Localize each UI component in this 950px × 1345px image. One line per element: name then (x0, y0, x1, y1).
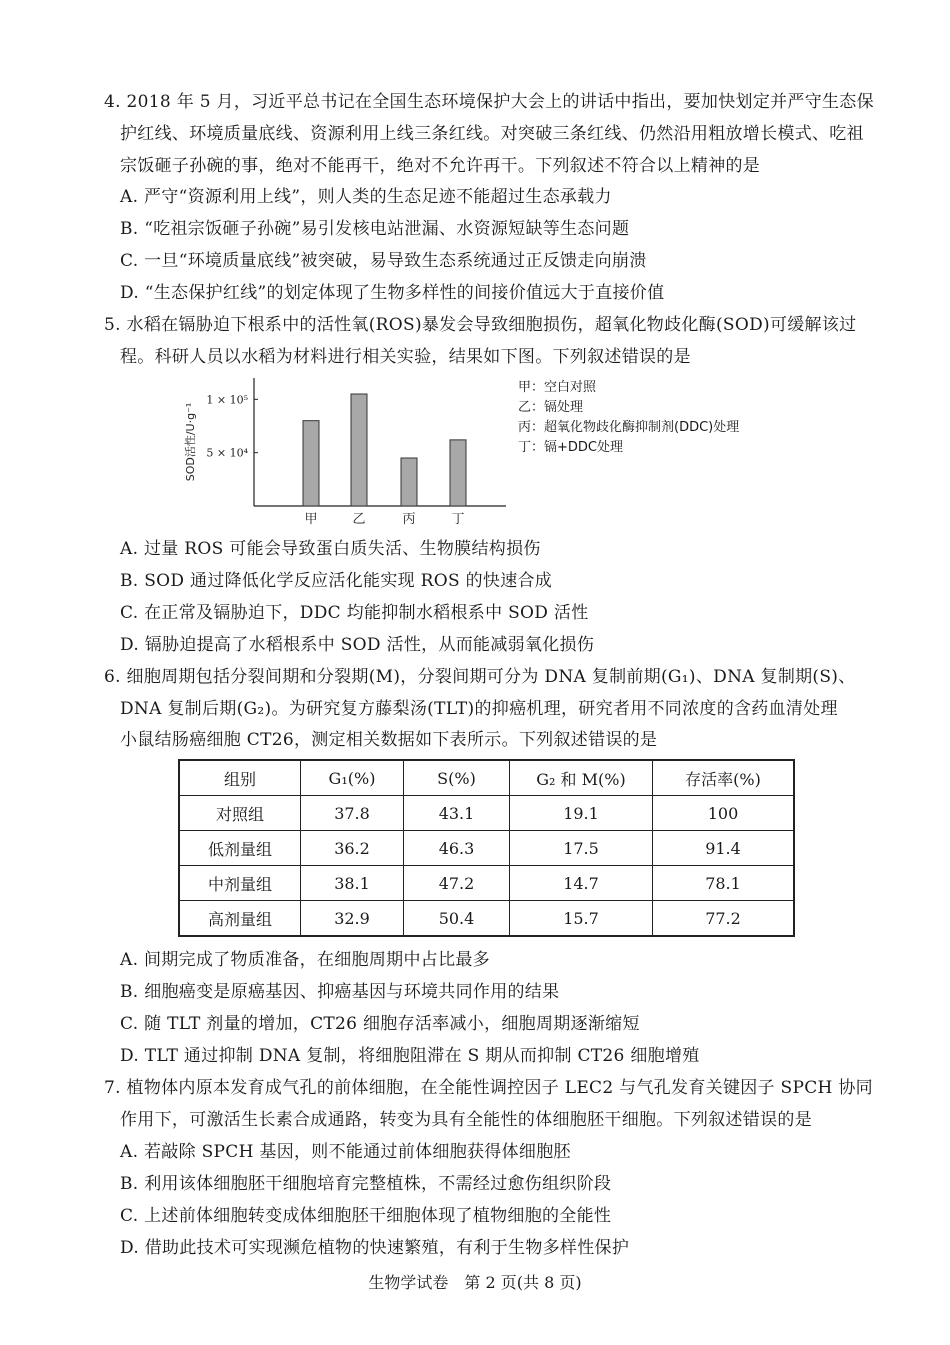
q5-stem-line-1: 5. 水稻在镉胁迫下根系中的活性氧(ROS)暴发会导致细胞损伤，超氧化物歧化酶(SOD)可缓解该过 (104, 315, 857, 335)
q6-stem-line-3: 小鼠结肠癌细胞 CT26，测定相关数据如下表所示。下列叙述错误的是 (120, 730, 658, 750)
table-cell: 19.1 (510, 796, 653, 831)
bar (303, 421, 319, 506)
q5-option-b: B. SOD 通过降低化学反应活化能实现 ROS 的快速合成 (120, 571, 553, 591)
table-cell: 对照组 (179, 796, 301, 831)
table-header: G₂ 和 M(%) (510, 760, 653, 796)
q4-stem-line-2: 护红线、环境质量底线、资源利用上线三条红线。对突破三条红线、仍然沿用粗放增长模式、吃祖 (120, 124, 864, 144)
table-cell: 36.2 (301, 831, 404, 866)
legend-item-ding: 丁：镉+DDC处理 (518, 440, 623, 455)
table-header: 组别 (179, 760, 301, 796)
x-tick-label: 甲 (304, 512, 318, 527)
page-footer: 生物学试卷 第 2 页(共 8 页) (368, 1273, 582, 1292)
y-tick-label: 5 × 10⁴ (206, 446, 248, 460)
q7-stem-line-1: 7. 植物体内原本发育成气孔的前体细胞，在全能性调控因子 LEC2 与气孔发育关键因子 SPCH 协同 (104, 1078, 873, 1098)
q6-stem-line-1: 6. 细胞周期包括分裂间期和分裂期(M)，分裂间期可分为 DNA 复制前期(G₁)、DNA 复制期(S)、 (104, 667, 856, 687)
y-tick-label: 1 × 10⁵ (206, 393, 248, 407)
table-cell: 78.1 (653, 866, 795, 901)
table-cell: 43.1 (404, 796, 510, 831)
table-header: S(%) (404, 760, 510, 796)
q5-option-a: A. 过量 ROS 可能会导致蛋白质失活、生物膜结构损伤 (120, 539, 541, 559)
q4-option-b: B. “吃祖宗饭砸子孙碗”易引发核电站泄漏、水资源短缺等生态问题 (120, 219, 630, 239)
table-header: G₁(%) (301, 760, 404, 796)
q7-stem-line-2: 作用下，可激活生长素合成通路，转变为具有全能性的体细胞胚干细胞。下列叙述错误的是 (120, 1110, 812, 1130)
cell-cycle-table (178, 759, 795, 937)
table-cell: 50.4 (404, 901, 510, 937)
q6-stem-line-2: DNA 复制后期(G₂)。为研究复方藤梨汤(TLT)的抑癌机理，研究者用不同浓度的含药血清处理 (120, 699, 838, 719)
legend-item-jia: 甲：空白对照 (518, 380, 597, 395)
q4-stem-line-3: 宗饭砸子孙碗的事，绝对不能再干，绝对不允许再干。下列叙述不符合以上精神的是 (120, 156, 761, 176)
q7-option-c: C. 上述前体细胞转变成体细胞胚干细胞体现了植物细胞的全能性 (120, 1206, 612, 1226)
q7-option-d: D. 借助此技术可实现濒危植物的快速繁殖，有利于生物多样性保护 (120, 1238, 630, 1258)
table-cell: 32.9 (301, 901, 404, 937)
bar (450, 440, 466, 506)
legend-item-bing: 丙：超氧化物歧化酶抑制剂(DDC)处理 (518, 420, 740, 435)
table-cell: 38.1 (301, 866, 404, 901)
bar (401, 458, 417, 506)
table-cell: 46.3 (404, 831, 510, 866)
q4-option-c: C. 一旦“环境质量底线”被突破，易导致生态系统通过正反馈走向崩溃 (120, 251, 647, 271)
table-cell: 高剂量组 (179, 901, 301, 937)
table-cell: 17.5 (510, 831, 653, 866)
table-row (179, 866, 794, 901)
q4-option-a: A. 严守“资源利用上线”，则人类的生态足迹不能超过生态承载力 (120, 187, 612, 207)
table-cell: 100 (653, 796, 795, 831)
table-cell: 15.7 (510, 901, 653, 937)
x-tick-label: 丁 (451, 512, 465, 527)
table-cell: 91.4 (653, 831, 795, 866)
x-tick-label: 丙 (402, 512, 416, 527)
q4-option-d: D. “生态保护红线”的划定体现了生物多样性的间接价值远大于直接价值 (120, 283, 665, 303)
q4-stem-line-1: 4. 2018 年 5 月，习近平总书记在全国生态环境保护大会上的讲话中指出，要加快划定并严守生态保 (104, 92, 874, 112)
table-row (179, 796, 794, 831)
table-header-row (179, 760, 794, 796)
table-cell: 37.8 (301, 796, 404, 831)
q5-option-c: C. 在正常及镉胁迫下，DDC 均能抑制水稻根系中 SOD 活性 (120, 603, 589, 623)
table-cell: 77.2 (653, 901, 795, 937)
q6-option-c: C. 随 TLT 剂量的增加，CT26 细胞存活率减小，细胞周期逐渐缩短 (120, 1014, 640, 1034)
y-axis-label: SOD活性/U·g⁻¹ (184, 402, 197, 482)
x-tick-label: 乙 (352, 512, 366, 527)
q7-option-b: B. 利用该体细胞胚干细胞培育完整植株，不需经过愈伤组织阶段 (120, 1174, 612, 1194)
table-header: 存活率(%) (653, 760, 795, 796)
q6-option-a: A. 间期完成了物质准备，在细胞周期中占比最多 (120, 950, 490, 970)
table-cell: 低剂量组 (179, 831, 301, 866)
q6-option-b: B. 细胞癌变是原癌基因、抑癌基因与环境共同作用的结果 (120, 982, 560, 1002)
q7-option-a: A. 若敲除 SPCH 基因，则不能通过前体细胞获得体细胞胚 (120, 1142, 571, 1162)
legend-item-yi: 乙：镉处理 (518, 400, 584, 415)
q6-option-d: D. TLT 通过抑制 DNA 复制，将细胞阻滞在 S 期从而抑制 CT26 细胞增殖 (120, 1046, 700, 1066)
table-row (179, 831, 794, 866)
q5-stem-line-2: 程。科研人员以水稻为材料进行相关实验，结果如下图。下列叙述错误的是 (120, 347, 691, 367)
bar (351, 394, 367, 506)
table-cell: 14.7 (510, 866, 653, 901)
sod-bar-chart (178, 372, 518, 530)
table-row (179, 901, 794, 937)
q5-option-d: D. 镉胁迫提高了水稻根系中 SOD 活性，从而能减弱氧化损伤 (120, 635, 595, 655)
table-cell: 中剂量组 (179, 866, 301, 901)
table-cell: 47.2 (404, 866, 510, 901)
